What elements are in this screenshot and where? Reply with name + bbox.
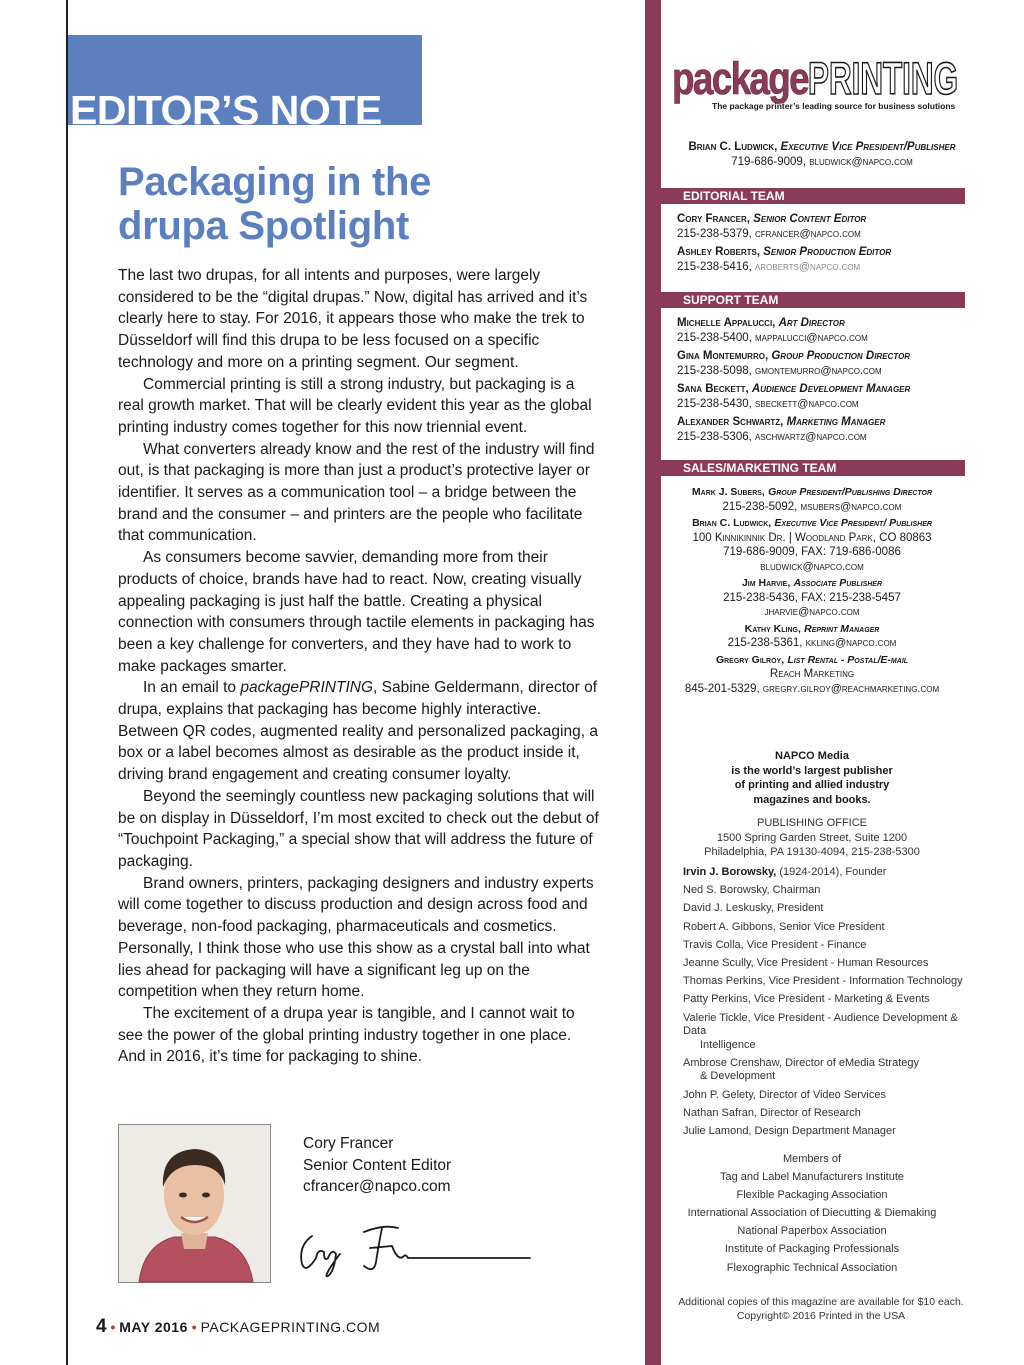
person-role: Associate Publisher [793,577,883,589]
staff-line [683,1057,973,1084]
article-paragraph: Brand owners, printers, packaging designers and industry experts will come together to discuss production and design across food and beverage, non-food packaging, pharmaceuticals and cosmetics. Personally, I think those who use this show as a crystal ball into what lies ahead for packaging will have a significant leg up on the competition when they return home. [118,874,594,1001]
author-name: Cory Francer [303,1135,394,1152]
section-bar-support: SUPPORT TEAM [661,292,965,308]
paragraph-text: In an email to [143,679,241,697]
staff-line: Ned S. Borowsky, Chairman [683,884,821,897]
copyright-notice [672,1295,970,1323]
staff-line: Patty Perkins, Vice President - Marketing & Events [683,993,930,1006]
person-role: Art Director [778,317,845,329]
author-signoff [303,1133,451,1198]
editorial-list [677,212,977,274]
author-photo [118,1124,271,1283]
phone: 215-238-5416, [677,260,752,273]
phone: 845-201-5329, [684,682,760,695]
signature-image [294,1218,534,1280]
publisher-block [672,140,972,169]
magazine-name: packagePRINTING [240,679,374,697]
person-name: Mark J. Subers, [691,486,765,498]
person-role: List Rental - Postal/E-mail [787,653,909,666]
article-body [118,265,600,1068]
email: jharvie@napco.com [764,606,860,618]
phone: 215-238-5400, [677,331,752,344]
email: msubers@napco.com [800,500,902,513]
staff-line: Travis Colla, Vice President - Finance [683,938,867,951]
person-name: Brian C. Ludwick, [688,141,778,153]
article-paragraph: The last two drupas, for all intents and purposes, were largely considered to be the “digital drupas.” Now, digital has arrived and it’s clearly here to stay. For 2016, it appears those who make the trek to Düsseldorf will find this drupa to be less focused on a specific technology and more on a printing segment. Our segment. [118,267,588,371]
section-bar-editorial: EDITORIAL TEAM [661,188,965,204]
staff-text: Intelligence [700,1038,756,1051]
separator: • [110,1319,116,1335]
person-name: Jim Harvie, [741,577,791,589]
napco-statement [672,749,952,807]
logo-package: package [672,53,809,104]
publishing-office [672,816,952,860]
person-name: Michelle Appalucci, [677,317,776,329]
separator: • [191,1319,197,1335]
office-line: 1500 Spring Garden Street, Suite 1200 [716,831,908,844]
sidebar-accent-bar [645,0,661,1365]
author-email: cfrancer@napco.com [303,1178,451,1196]
napco-line: magazines and books. [753,793,871,806]
page-number: 4 [96,1316,107,1337]
email: kkling@napco.com [805,637,897,649]
corporate-staff [683,866,973,1143]
copies-line: Additional copies of this magazine are available for $10 each. [678,1296,964,1308]
phone: 215-238-5436, FAX: 215-238-5457 [723,591,901,604]
article-paragraph: Beyond the seemingly countless new packaging solutions that will be on display in Düsseldorf, I’m most excited to check out the debut of “Touchpoint Packaging,” a special show that will address the future of packaging. [118,787,599,870]
person-role: Group Production Director [771,350,911,362]
person-name: Alexander Schwartz, [677,416,784,428]
email: gregry.gilroy@reachmarketing.com [762,682,940,695]
person-role: Reprint Manager [804,622,880,635]
staff-line [683,866,973,880]
person-role: Executive Vice President/Publisher [780,141,956,153]
member-org: Tag and Label Manufacturers Institute [719,1171,905,1184]
phone: 215-238-5361, [727,637,803,649]
article-paragraph [118,677,600,786]
email: sbeckett@napco.com [755,397,859,410]
staff-line: Robert A. Gibbons, Senior Vice President [683,920,885,933]
staff-line: Thomas Perkins, Vice President - Information Technology [683,975,963,988]
person-name: Ashley Roberts, [677,246,761,258]
person-name: Kathy Kling, [744,622,801,635]
article-headline: Packaging in the drupa Spotlight [118,160,432,248]
member-org: Flexible Packaging Association [736,1189,888,1202]
staff-entry [672,485,952,514]
phone: 215-238-5430, [677,397,752,410]
staff-text: Ambrose Crenshaw, Director of eMedia Strategy [683,1056,919,1069]
email: aroberts@napco.com [755,260,861,273]
email: aschwartz@napco.com [755,430,867,443]
logo-printing: PRINTING [808,53,958,104]
napco-line: is the world’s largest publisher [731,764,893,777]
issue-date: MAY 2016 [119,1319,188,1335]
email: mappalucci@napco.com [755,331,868,344]
address: 100 Kinnikinnik Dr. | Woodland Park, CO 80863 [692,531,932,544]
staff-text: Valerie Tickle, Vice President - Audience Development & Data [683,1011,958,1038]
napco-line: NAPCO Media [775,750,849,762]
phone: 215-238-5379, [677,227,752,240]
staff-entry [677,212,977,241]
phone: 719-686-9009, FAX: 719-686-0086 [723,546,901,558]
member-org: International Association of Diecutting & Diemaking [687,1207,937,1220]
person-name: Sana Beckett, [677,383,749,395]
member-org: National Paperbox Association [737,1225,887,1238]
phone: 215-238-5306, [677,430,752,443]
footer-website: PACKAGEPRINTING.COM [200,1319,381,1335]
author-title: Senior Content Editor [303,1156,452,1174]
person-role: Senior Production Editor [763,246,892,258]
email: gmontemurro@napco.com [755,364,882,377]
staff-line: David J. Leskusky, President [683,902,824,915]
paragraph-text: , Sabine Geldermann, director of drupa, explains that packaging has become highly interactive. Between QR codes, augmented reality and personalized packaging, a box or a label becomes almost as desirable as the product inside it, driving brand engagement and creating consumer loyalty. [118,679,598,784]
email: cfrancer@napco.com [755,227,861,240]
person-name: Brian C. Ludwick, [692,517,772,529]
email: bludwick@napco.com [760,560,864,573]
staff-entry [677,316,977,345]
staff-text: & Development [700,1070,776,1083]
copyright-line: Copyright© 2016 Printed in the USA [736,1310,906,1322]
members-heading: Members of [782,1153,842,1165]
phone: 215-238-5098, [677,364,752,377]
office-line: Philadelphia, PA 19130-4094, 215-238-5300 [704,846,920,858]
phone: 215-238-5092, [722,500,798,513]
person-role: Executive Vice President/ Publisher [774,517,932,529]
staff-entry [672,576,952,620]
staff-entry [672,622,952,651]
staff-entry [677,382,977,411]
person-role: Marketing Manager [786,416,886,428]
staff-line: Jeanne Scully, Vice President - Human Resources [683,956,929,969]
email: bludwick@napco.com [809,155,913,168]
staff-entry [672,516,952,574]
company: Reach Marketing [769,668,855,680]
founder-role: (1924-2014), Founder [779,866,887,878]
article-paragraph: The excitement of a drupa year is tangible, and I cannot wait to see the power of the global printing industry together in one place. And in 2016, it’s time for packaging to shine. [118,1004,575,1066]
person-role: Senior Content Editor [753,213,867,225]
person-name: Gina Montemurro, [677,350,769,362]
founder-name: Irvin J. Borowsky, [683,866,777,878]
page-footer [96,1316,380,1338]
sales-list [672,485,952,696]
support-list [677,316,977,444]
memberships [672,1150,952,1277]
masthead-tagline: The package printer’s leading source for business solutions [712,101,956,111]
staff-entry [677,349,977,378]
person-role: Group President/Publishing Director [768,486,933,498]
napco-line: of printing and allied industry [734,779,890,791]
member-org: Institute of Packaging Professionals [724,1243,900,1256]
person-name: Gregry Gilroy, [715,653,785,666]
section-bar-sales: SALES/MARKETING TEAM [661,460,965,476]
staff-line: Julie Lamond, Design Department Manager [683,1125,896,1138]
staff-entry [677,415,977,444]
staff-line [683,1012,973,1053]
person-role: Audience Development Manager [751,383,911,395]
staff-entry [677,245,977,274]
staff-line: Nathan Safran, Director of Research [683,1106,861,1119]
staff-line: John P. Gelety, Director of Video Services [683,1088,886,1101]
staff-entry [672,653,952,697]
article-paragraph: What converters already know and the rest of the industry will find out, is that packaging is more than just a product’s protective layer or identifier. It serves as a communication tool – a bridge between the brand and the consumer – and printers are the people who facilitate that communication. [118,440,595,545]
left-rule [66,0,68,1365]
article-paragraph: Commercial printing is still a strong industry, but packaging is a real growth market. That will be clearly evident this year as the global printing industry comes together for this now triennial event. [118,375,592,436]
member-org: Flexographic Technical Association [726,1261,898,1274]
phone: 719-686-9009, [731,155,807,168]
office-line: PUBLISHING OFFICE [756,817,868,829]
article-paragraph: As consumers become savvier, demanding more from their products of choice, brands have had to react. Now, creating visually appealing packaging is just half the battle. Creating a physical connection with consumers through tactile elements in packaging has been a key challenge for converters, and they have had to work to make packages smarter. [118,549,595,675]
person-name: Cory Francer, [677,213,750,225]
section-title: EDITOR’S NOTE [70,87,382,133]
